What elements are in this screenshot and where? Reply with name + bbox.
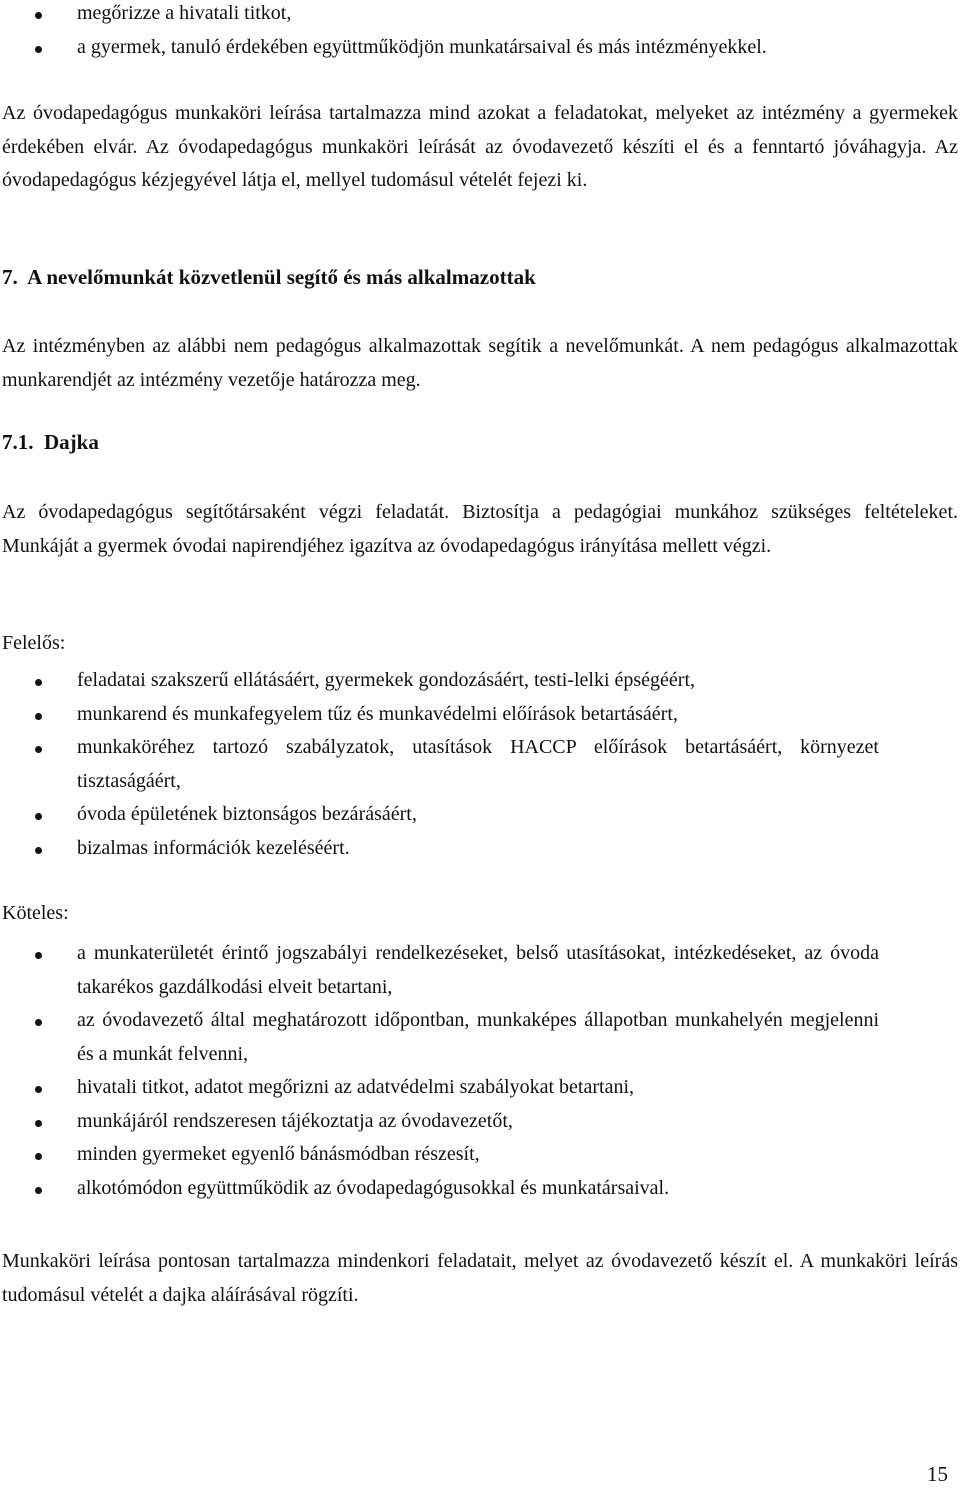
list-item: bizalmas információk kezeléséért. — [2, 832, 879, 866]
list-item: munkájáról rendszeresen tájékoztatja az óvodavezetőt, — [2, 1105, 879, 1139]
bullet-icon — [35, 952, 42, 959]
paragraph: Az óvodapedagógus segítőtársaként végzi feladatát. Biztosítja a pedagógiai munkához szükséges feltételeket. Munkáját a gyermek óvodai napirendjéhez igazítva az óvodapedagógus irányítása mellett végzi. — [2, 501, 958, 557]
list-item: hivatali titkot, adatot megőrizni az adatvédelmi szabályokat betartani, — [2, 1071, 879, 1105]
bullet-icon — [35, 1120, 42, 1127]
bullet-icon — [35, 746, 42, 753]
list-item: óvoda épületének biztonságos bezárásáért, — [2, 798, 879, 832]
bullet-icon — [35, 12, 42, 19]
bullet-icon — [35, 847, 42, 854]
bullet-icon — [35, 46, 42, 53]
bullet-icon — [35, 679, 42, 686]
bullet-icon — [35, 1019, 42, 1026]
bullet-icon — [35, 1086, 42, 1093]
koteles-label: Köteles: — [2, 902, 69, 924]
felelos-label: Felelős: — [2, 632, 66, 654]
koteles-list — [2, 937, 879, 1205]
felelos-list — [2, 664, 879, 865]
list-item: feladatai szakszerű ellátásáért, gyermekek gondozásáért, testi-lelki épségéért, — [2, 664, 879, 698]
list-item: alkotómódon együttműködik az óvodapedagógusokkal és munkatársaival. — [2, 1172, 879, 1206]
page-number: 15 — [927, 1462, 948, 1486]
section-heading: 7. A nevelőmunkát közvetlenül segítő és más alkalmazottak — [2, 265, 536, 289]
list-item: a munkaterületét érintő jogszabályi rendelkezéseket, belső utasításokat, intézkedéseket, az óvoda takarékos gazdálkodási elveit betartani, — [2, 937, 879, 1004]
bullet-icon — [35, 1187, 42, 1194]
top-bullet-list — [2, 0, 879, 64]
bullet-icon — [35, 1153, 42, 1160]
list-item: a gyermek, tanuló érdekében együttműködjön munkatársaival és más intézményekkel. — [2, 31, 879, 65]
paragraph: Az intézményben az alábbi nem pedagógus alkalmazottak segítik a nevelőmunkát. A nem pedagógus alkalmazottak munkarendjét az intézmény vezetője határozza meg. — [2, 335, 958, 391]
subsection-heading: 7.1. Dajka — [2, 430, 99, 454]
list-item: az óvodavezető által meghatározott időpontban, munkaképes állapotban munkahelyén megjelenni és a munkát felvenni, — [2, 1004, 879, 1071]
list-item: munkarend és munkafegyelem tűz és munkavédelmi előírások betartásáért, — [2, 698, 879, 732]
list-item: munkaköréhez tartozó szabályzatok, utasítások HACCP előírások betartásáért, környezet tisztaságáért, — [2, 731, 879, 798]
paragraph: Az óvodapedagógus munkaköri leírása tartalmazza mind azokat a feladatokat, melyeket az intézmény a gyermekek érdekében elvár. Az óvodapedagógus munkaköri leírását az óvodavezető készíti el és a fenntartó jóváhagyja. Az óvodapedagógus kézjegyével látja el, mellyel tudomásul vételét fejezi ki. — [2, 102, 958, 191]
list-item: minden gyermeket egyenlő bánásmódban részesít, — [2, 1138, 879, 1172]
bullet-icon — [35, 713, 42, 720]
list-item: megőrizze a hivatali titkot, — [2, 0, 879, 31]
paragraph: Munkaköri leírása pontosan tartalmazza mindenkori feladatait, melyet az óvodavezető készít el. A munkaköri leírás tudomásul vételét a dajka aláírásával rögzíti. — [2, 1250, 958, 1306]
bullet-icon — [35, 813, 42, 820]
